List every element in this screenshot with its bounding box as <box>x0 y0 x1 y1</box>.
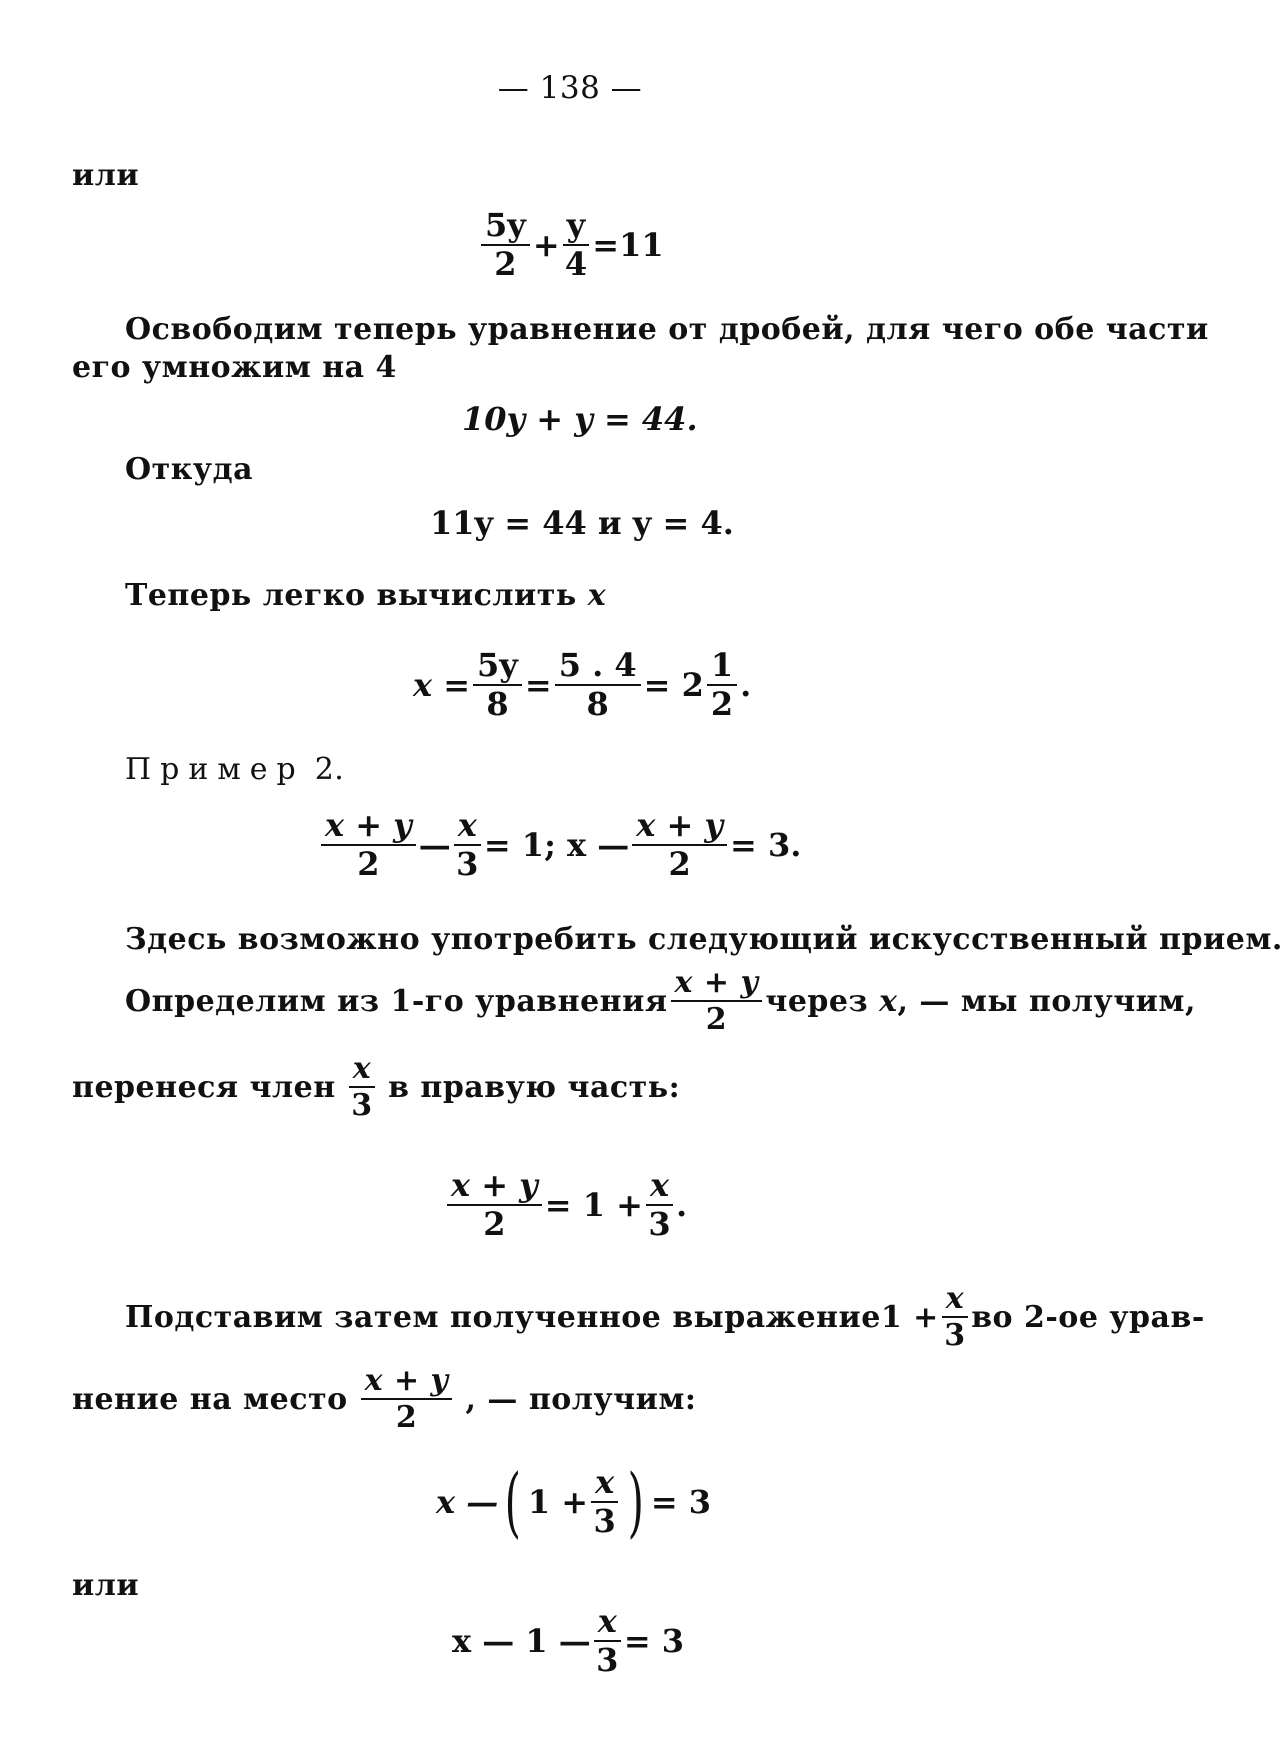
fraction: $\frac{5y}{2}$ <box>481 208 530 282</box>
paragraph-line: нение на место $\frac{x + y}{2}$ , — получим: <box>72 1363 697 1435</box>
paragraph-line: перенеся член $\frac{x}{3}$ в правую часть: <box>72 1051 681 1123</box>
fraction: $\frac{x}{3}$ <box>591 1465 618 1539</box>
paragraph-line: его умножим на 4 <box>72 350 397 385</box>
text-ili: или <box>72 158 140 193</box>
text-ili: или <box>72 1568 140 1603</box>
fraction: $\frac{x}{3}$ <box>646 1168 673 1242</box>
fraction: $\frac{1}{2}$ <box>707 648 737 722</box>
equation-6: $\frac{x + y}{2}$ = 1 + $\frac{x}{3}$ . <box>444 1168 687 1242</box>
fraction: $\frac{5y}{8}$ <box>473 648 522 722</box>
fraction: $\frac{x}{3}$ <box>942 1282 968 1352</box>
fraction: $\frac{y}{4}$ <box>563 208 590 282</box>
fraction: $\frac{x + y}{2}$ <box>321 808 416 882</box>
fraction: $\frac{x + y}{2}$ <box>447 1168 542 1242</box>
page-number: — 138 — <box>497 70 643 106</box>
equation-8: x — 1 — $\frac{x}{3}$ = 3 <box>452 1602 685 1680</box>
equation-1: $\frac{5y}{2}$ + $\frac{y}{4}$ =11 <box>478 208 664 282</box>
fraction: $\frac{x + y}{2}$ <box>632 808 727 882</box>
text-otkuda: Откуда <box>125 452 254 487</box>
paragraph-line: Здесь возможно употребить следующий искусственный прием. <box>125 922 1283 957</box>
fraction: $\frac{5 . 4}{8}$ <box>555 648 641 722</box>
equation-2: 10y + y = 44. <box>462 400 698 438</box>
fraction: $\frac{x + y}{2}$ <box>671 966 763 1036</box>
equation-7: x — ( 1 + $\frac{x}{3}$ ) = 3 <box>436 1457 712 1546</box>
equation-3: 11y = 44 и y = 4. <box>430 504 734 542</box>
equation-4: x = $\frac{5y}{8}$ = $\frac{5 . 4}{8}$ = 2 $\frac{1}{2}$ . <box>413 646 752 724</box>
text-teper: Теперь легко вычислить x <box>125 578 607 613</box>
paragraph-line: Подставим затем полученное выражение 1 + $\frac{x}{3}$ во 2-ое урав- <box>125 1281 1205 1353</box>
fraction: $\frac{x}{3}$ <box>594 1604 621 1678</box>
example-heading: Пример 2. <box>125 752 345 787</box>
fraction: $\frac{x}{3}$ <box>349 1052 375 1122</box>
fraction: $\frac{x + y}{2}$ <box>361 1364 453 1434</box>
equation-5: $\frac{x + y}{2}$ — $\frac{x}{3}$ = 1; x — $\frac{x + y}{2}$ = 3. <box>318 808 801 882</box>
paragraph-line: Освободим теперь уравнение от дробей, для чего обе части <box>125 312 1209 347</box>
paragraph-line: Определим из 1-го уравнения $\frac{x + y}{2}$ через x, — мы получим, <box>125 965 1196 1037</box>
fraction: $\frac{x}{3}$ <box>454 808 481 882</box>
